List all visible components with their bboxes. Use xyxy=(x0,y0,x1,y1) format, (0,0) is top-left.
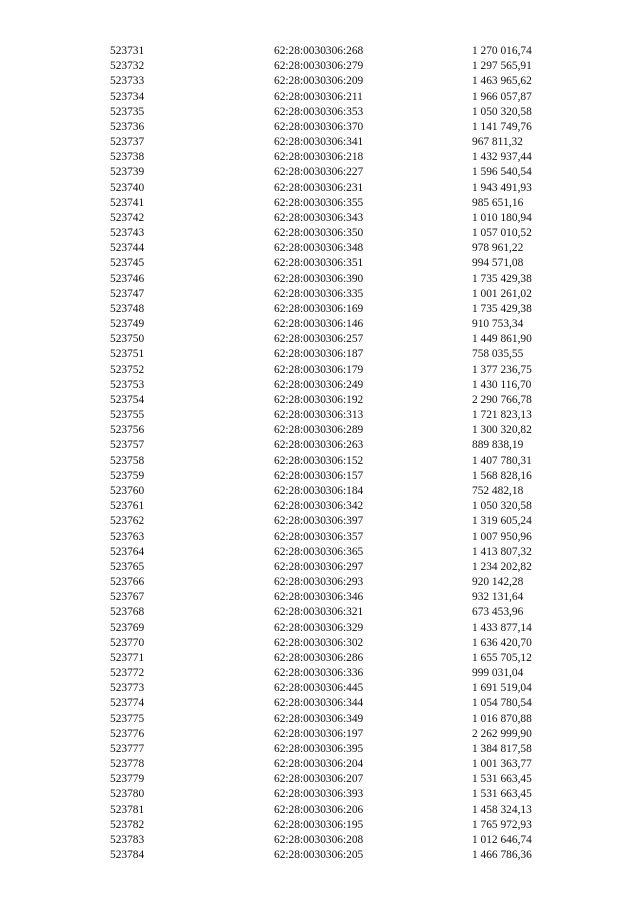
table-row xyxy=(0,363,640,378)
cadastral-value: 1 413 807,32 xyxy=(472,545,532,558)
table-row xyxy=(0,211,640,226)
cadastral-number: 62:28:0030306:346 xyxy=(274,591,364,604)
table-row xyxy=(0,545,640,560)
cadastral-number: 62:28:0030306:195 xyxy=(274,818,364,831)
row-number: 523757 xyxy=(110,439,145,452)
row-number: 523778 xyxy=(110,758,145,771)
cadastral-value: 994 571,08 xyxy=(472,257,524,270)
cadastral-value: 932 131,64 xyxy=(472,591,524,604)
row-number: 523746 xyxy=(110,272,145,285)
cadastral-value: 1 234 202,82 xyxy=(472,560,532,573)
cadastral-number: 62:28:0030306:313 xyxy=(274,409,364,422)
cadastral-number: 62:28:0030306:157 xyxy=(274,469,364,482)
row-number: 523772 xyxy=(110,667,145,680)
row-number: 523749 xyxy=(110,318,145,331)
row-number: 523753 xyxy=(110,378,145,391)
table-row xyxy=(0,105,640,120)
cadastral-number: 62:28:0030306:204 xyxy=(274,758,364,771)
cadastral-value: 910 753,34 xyxy=(472,318,524,331)
row-number: 523754 xyxy=(110,393,145,406)
cadastral-value: 1 141 749,76 xyxy=(472,120,532,133)
cadastral-number: 62:28:0030306:206 xyxy=(274,803,364,816)
cadastral-number: 62:28:0030306:184 xyxy=(274,484,364,497)
cadastral-value: 1 433 877,14 xyxy=(472,621,532,634)
row-number: 523731 xyxy=(110,45,145,57)
table-row xyxy=(0,165,640,180)
row-number: 523738 xyxy=(110,151,145,164)
row-number: 523741 xyxy=(110,196,145,209)
table-row xyxy=(0,575,640,590)
table-row xyxy=(0,302,640,317)
cadastral-value: 2 262 999,90 xyxy=(472,727,532,740)
row-number: 523774 xyxy=(110,697,145,710)
row-number: 523770 xyxy=(110,636,145,649)
table-row xyxy=(0,90,640,105)
row-number: 523733 xyxy=(110,75,145,88)
cadastral-value: 920 142,28 xyxy=(472,576,524,589)
table-row xyxy=(0,287,640,302)
cadastral-value: 1 297 565,91 xyxy=(472,60,532,73)
table-row xyxy=(0,772,640,787)
cadastral-value: 967 811,32 xyxy=(472,136,523,149)
table-row xyxy=(0,332,640,347)
row-number: 523767 xyxy=(110,591,145,604)
table-row xyxy=(0,666,640,681)
table-row xyxy=(0,469,640,484)
row-number: 523750 xyxy=(110,333,145,346)
table-row xyxy=(0,560,640,575)
cadastral-number: 62:28:0030306:353 xyxy=(274,105,364,118)
cadastral-number: 62:28:0030306:211 xyxy=(274,90,363,103)
row-number: 523775 xyxy=(110,712,145,725)
row-number: 523759 xyxy=(110,469,145,482)
table-row xyxy=(0,226,640,241)
cadastral-value: 1 270 016,74 xyxy=(472,45,532,57)
cadastral-number: 62:28:0030306:197 xyxy=(274,727,364,740)
row-number: 523748 xyxy=(110,302,145,315)
cadastral-value: 985 651,16 xyxy=(472,196,524,209)
cadastral-number: 62:28:0030306:249 xyxy=(274,378,364,391)
cadastral-value: 673 453,96 xyxy=(472,606,524,619)
table-row xyxy=(0,272,640,287)
cadastral-number: 62:28:0030306:397 xyxy=(274,515,364,528)
table-row xyxy=(0,590,640,605)
cadastral-value: 1 007 950,96 xyxy=(472,530,532,543)
row-number: 523745 xyxy=(110,257,145,270)
table-row xyxy=(0,651,640,666)
cadastral-number: 62:28:0030306:329 xyxy=(274,621,364,634)
cadastral-value: 1 966 057,87 xyxy=(472,90,532,103)
cadastral-number: 62:28:0030306:348 xyxy=(274,242,364,255)
row-number: 523764 xyxy=(110,545,145,558)
cadastral-value: 1 057 010,52 xyxy=(472,227,532,240)
row-number: 523756 xyxy=(110,424,145,437)
table-row xyxy=(0,196,640,211)
cadastral-value: 1 531 663,45 xyxy=(472,773,532,786)
row-number: 523739 xyxy=(110,166,145,179)
row-number: 523732 xyxy=(110,60,145,73)
table-row xyxy=(0,454,640,469)
table-row xyxy=(0,636,640,651)
table-row xyxy=(0,241,640,256)
table-row xyxy=(0,848,640,863)
cadastral-value: 1 054 780,54 xyxy=(472,697,532,710)
cadastral-number: 62:28:0030306:350 xyxy=(274,227,364,240)
cadastral-number: 62:28:0030306:445 xyxy=(274,682,364,695)
cadastral-number: 62:28:0030306:205 xyxy=(274,849,364,862)
cadastral-value: 1 568 828,16 xyxy=(472,469,532,482)
cadastral-number: 62:28:0030306:336 xyxy=(274,667,364,680)
cadastral-value: 889 838,19 xyxy=(472,439,524,452)
row-number: 523751 xyxy=(110,348,145,361)
table-row xyxy=(0,727,640,742)
table-row xyxy=(0,803,640,818)
cadastral-value: 1 319 605,24 xyxy=(472,515,532,528)
cadastral-value: 1 458 324,13 xyxy=(472,803,532,816)
row-number: 523776 xyxy=(110,727,145,740)
table-row xyxy=(0,514,640,529)
table-row xyxy=(0,135,640,150)
row-number: 523755 xyxy=(110,409,145,422)
row-number: 523752 xyxy=(110,363,145,376)
table-row xyxy=(0,120,640,135)
cadastral-number: 62:28:0030306:321 xyxy=(274,606,364,619)
cadastral-value: 1 735 429,38 xyxy=(472,272,532,285)
table-row xyxy=(0,621,640,636)
row-number: 523747 xyxy=(110,287,145,300)
cadastral-number: 62:28:0030306:218 xyxy=(274,151,364,164)
cadastral-value: 1 010 180,94 xyxy=(472,211,532,224)
cadastral-number: 62:28:0030306:293 xyxy=(274,576,364,589)
cadastral-value: 999 031,04 xyxy=(472,667,524,680)
cadastral-value: 1 430 116,70 xyxy=(472,378,532,391)
row-number: 523783 xyxy=(110,833,145,846)
table-row xyxy=(0,408,640,423)
cadastral-value: 1 050 320,58 xyxy=(472,105,532,118)
table-row xyxy=(0,696,640,711)
row-number: 523768 xyxy=(110,606,145,619)
cadastral-value: 1 012 646,74 xyxy=(472,833,532,846)
cadastral-number: 62:28:0030306:302 xyxy=(274,636,364,649)
cadastral-number: 62:28:0030306:187 xyxy=(274,348,364,361)
cadastral-number: 62:28:0030306:395 xyxy=(274,742,364,755)
table-row xyxy=(0,605,640,620)
cadastral-number: 62:28:0030306:209 xyxy=(274,75,364,88)
cadastral-number: 62:28:0030306:152 xyxy=(274,454,364,467)
cadastral-value: 1 721 823,13 xyxy=(472,409,532,422)
row-number: 523742 xyxy=(110,211,145,224)
cadastral-number: 62:28:0030306:357 xyxy=(274,530,364,543)
row-number: 523743 xyxy=(110,227,145,240)
table-row xyxy=(0,833,640,848)
cadastral-value: 978 961,22 xyxy=(472,242,524,255)
cadastral-value: 1 943 491,93 xyxy=(472,181,532,194)
cadastral-number: 62:28:0030306:268 xyxy=(274,45,364,57)
row-number: 523760 xyxy=(110,484,145,497)
table-row xyxy=(0,712,640,727)
cadastral-number: 62:28:0030306:207 xyxy=(274,773,364,786)
cadastral-value: 1 377 236,75 xyxy=(472,363,532,376)
cadastral-value: 1 735 429,38 xyxy=(472,302,532,315)
cadastral-number: 62:28:0030306:257 xyxy=(274,333,364,346)
row-number: 523736 xyxy=(110,120,145,133)
table-row xyxy=(0,59,640,74)
cadastral-value: 1 050 320,58 xyxy=(472,500,532,513)
table-row xyxy=(0,484,640,499)
cadastral-value-table xyxy=(0,44,640,863)
cadastral-number: 62:28:0030306:286 xyxy=(274,651,364,664)
cadastral-value: 1 463 965,62 xyxy=(472,75,532,88)
cadastral-value: 758 035,55 xyxy=(472,348,524,361)
row-number: 523758 xyxy=(110,454,145,467)
cadastral-number: 62:28:0030306:355 xyxy=(274,196,364,209)
cadastral-number: 62:28:0030306:342 xyxy=(274,500,364,513)
cadastral-number: 62:28:0030306:263 xyxy=(274,439,364,452)
cadastral-number: 62:28:0030306:297 xyxy=(274,560,364,573)
row-number: 523773 xyxy=(110,682,145,695)
table-row xyxy=(0,681,640,696)
row-number: 523766 xyxy=(110,576,145,589)
cadastral-value: 1 636 420,70 xyxy=(472,636,532,649)
cadastral-value: 2 290 766,78 xyxy=(472,393,532,406)
cadastral-value: 1 691 519,04 xyxy=(472,682,532,695)
cadastral-number: 62:28:0030306:370 xyxy=(274,120,364,133)
row-number: 523740 xyxy=(110,181,145,194)
cadastral-value: 1 384 817,58 xyxy=(472,742,532,755)
cadastral-value: 1 765 972,93 xyxy=(472,818,532,831)
row-number: 523777 xyxy=(110,742,145,755)
cadastral-number: 62:28:0030306:146 xyxy=(274,318,364,331)
cadastral-value: 1 407 780,31 xyxy=(472,454,532,467)
cadastral-value: 1 466 786,36 xyxy=(472,849,532,862)
table-row xyxy=(0,438,640,453)
row-number: 523762 xyxy=(110,515,145,528)
row-number: 523744 xyxy=(110,242,145,255)
cadastral-number: 62:28:0030306:192 xyxy=(274,393,364,406)
cadastral-value: 1 001 261,02 xyxy=(472,287,532,300)
cadastral-value: 1 432 937,44 xyxy=(472,151,532,164)
row-number: 523734 xyxy=(110,90,145,103)
cadastral-number: 62:28:0030306:343 xyxy=(274,211,364,224)
table-row xyxy=(0,423,640,438)
table-row xyxy=(0,74,640,89)
table-row xyxy=(0,757,640,772)
table-row xyxy=(0,787,640,802)
cadastral-number: 62:28:0030306:208 xyxy=(274,833,364,846)
table-row xyxy=(0,378,640,393)
row-number: 523737 xyxy=(110,136,145,149)
cadastral-value: 1 449 861,90 xyxy=(472,333,532,346)
table-row xyxy=(0,393,640,408)
cadastral-value: 752 482,18 xyxy=(472,484,524,497)
cadastral-number: 62:28:0030306:365 xyxy=(274,545,364,558)
row-number: 523781 xyxy=(110,803,145,816)
cadastral-value: 1 300 320,82 xyxy=(472,424,532,437)
table-row xyxy=(0,742,640,757)
table-row xyxy=(0,499,640,514)
cadastral-number: 62:28:0030306:289 xyxy=(274,424,364,437)
row-number: 523771 xyxy=(110,651,145,664)
cadastral-number: 62:28:0030306:351 xyxy=(274,257,364,270)
cadastral-number: 62:28:0030306:279 xyxy=(274,60,364,73)
table-row xyxy=(0,818,640,833)
cadastral-number: 62:28:0030306:344 xyxy=(274,697,364,710)
cadastral-value: 1 001 363,77 xyxy=(472,758,532,771)
cadastral-value: 1 531 663,45 xyxy=(472,788,532,801)
table-row xyxy=(0,317,640,332)
row-number: 523763 xyxy=(110,530,145,543)
cadastral-value: 1 016 870,88 xyxy=(472,712,532,725)
table-row xyxy=(0,181,640,196)
row-number: 523779 xyxy=(110,773,145,786)
row-number: 523782 xyxy=(110,818,145,831)
cadastral-number: 62:28:0030306:390 xyxy=(274,272,364,285)
table-row xyxy=(0,530,640,545)
table-row xyxy=(0,256,640,271)
cadastral-value: 1 596 540,54 xyxy=(472,166,532,179)
row-number: 523765 xyxy=(110,560,145,573)
cadastral-value: 1 655 705,12 xyxy=(472,651,532,664)
table-row xyxy=(0,44,640,59)
cadastral-number: 62:28:0030306:231 xyxy=(274,181,364,194)
row-number: 523735 xyxy=(110,105,145,118)
cadastral-number: 62:28:0030306:393 xyxy=(274,788,364,801)
cadastral-number: 62:28:0030306:341 xyxy=(274,136,364,149)
cadastral-number: 62:28:0030306:169 xyxy=(274,302,364,315)
cadastral-number: 62:28:0030306:227 xyxy=(274,166,364,179)
row-number: 523769 xyxy=(110,621,145,634)
table-row xyxy=(0,347,640,362)
cadastral-number: 62:28:0030306:179 xyxy=(274,363,364,376)
row-number: 523761 xyxy=(110,500,145,513)
table-row xyxy=(0,150,640,165)
cadastral-number: 62:28:0030306:335 xyxy=(274,287,364,300)
cadastral-number: 62:28:0030306:349 xyxy=(274,712,364,725)
row-number: 523780 xyxy=(110,788,145,801)
row-number: 523784 xyxy=(110,849,145,862)
